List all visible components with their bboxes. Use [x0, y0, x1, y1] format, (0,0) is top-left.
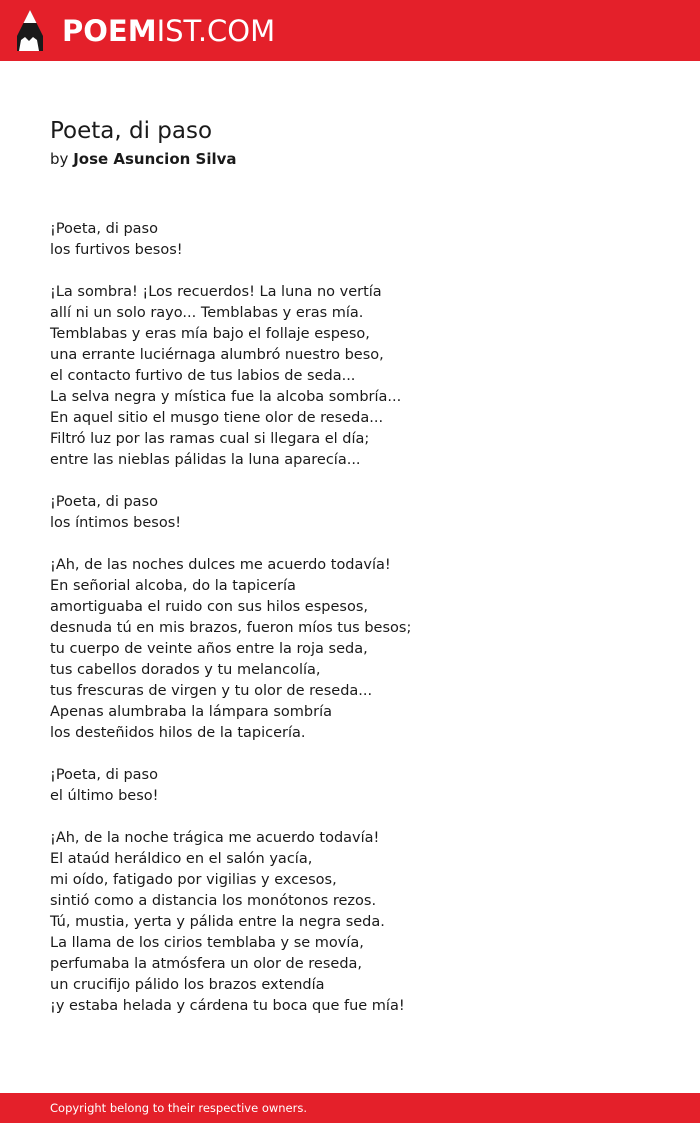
poem-line: desnuda tú en mis brazos, fueron míos tus besos;: [50, 620, 412, 636]
site-logo-text[interactable]: [62, 13, 275, 49]
poem-stanza: [50, 828, 650, 1017]
poem-line: el último beso!: [50, 788, 159, 804]
poem-stanza: [50, 555, 650, 744]
poem-line: mi oído, fatigado por vigilias y excesos,: [50, 872, 337, 888]
pencil-icon[interactable]: [17, 10, 43, 51]
poem-line: ¡Ah, de la noche trágica me acuerdo todavía!: [50, 830, 380, 846]
poem-line: el contacto furtivo de tus labios de seda...: [50, 368, 356, 384]
by-label: by: [50, 150, 69, 168]
poem-line: ¡Ah, de las noches dulces me acuerdo todavía!: [50, 557, 391, 573]
poem-line: ¡y estaba helada y cárdena tu boca que fue mía!: [50, 998, 405, 1014]
poem-line: Tú, mustia, yerta y pálida entre la negra seda.: [50, 914, 385, 930]
poem-line: tu cuerpo de veinte años entre la roja seda,: [50, 641, 368, 657]
poem-line: perfumaba la atmósfera un olor de reseda,: [50, 956, 363, 972]
poem-line: ¡Poeta, di paso: [50, 494, 158, 510]
poem-title: Poeta, di paso: [50, 118, 213, 144]
byline: [50, 148, 237, 170]
poem-line: los desteñidos hilos de la tapicería.: [50, 725, 306, 741]
poem-body: [50, 219, 650, 1038]
site-header: [0, 0, 700, 61]
poem-stanza: [50, 219, 650, 261]
poem-line: sintió como a distancia los monótonos rezos.: [50, 893, 377, 909]
author-name: Jose Asuncion Silva: [73, 150, 237, 168]
poem-line: allí ni un solo rayo... Temblabas y eras mía.: [50, 305, 364, 321]
poem-stanza: [50, 492, 650, 534]
poem-line: los íntimos besos!: [50, 515, 182, 531]
poem-line: Apenas alumbraba la lámpara sombría: [50, 704, 332, 720]
poem-line: amortiguaba el ruido con sus hilos espesos,: [50, 599, 368, 615]
poem-line: En aquel sitio el musgo tiene olor de reseda...: [50, 410, 384, 426]
poem-line: tus cabellos dorados y tu melancolía,: [50, 662, 321, 678]
poem-line: entre las nieblas pálidas la luna aparecía...: [50, 452, 361, 468]
brand-bold: POEM: [62, 14, 157, 48]
brand-light: IST.COM: [156, 14, 276, 48]
poem-line: los furtivos besos!: [50, 242, 183, 258]
poem-line: Temblabas y eras mía bajo el follaje espeso,: [50, 326, 370, 342]
site-footer: [0, 1093, 700, 1123]
poem-line: ¡La sombra! ¡Los recuerdos! La luna no vertía: [50, 284, 382, 300]
poem-stanza: [50, 282, 650, 471]
poem-line: ¡Poeta, di paso: [50, 221, 158, 237]
poem-line: Filtró luz por las ramas cual si llegara el día;: [50, 431, 370, 447]
poem-line: El ataúd heráldico en el salón yacía,: [50, 851, 313, 867]
copyright-text: Copyright belong to their respective owners.: [50, 1101, 308, 1115]
poem-line: ¡Poeta, di paso: [50, 767, 158, 783]
poem-stanza: [50, 765, 650, 807]
poem-line: En señorial alcoba, do la tapicería: [50, 578, 296, 594]
poem-line: tus frescuras de virgen y tu olor de reseda...: [50, 683, 373, 699]
poem-line: La selva negra y mística fue la alcoba sombría...: [50, 389, 402, 405]
poem-line: La llama de los cirios temblaba y se movía,: [50, 935, 364, 951]
poem-line: un crucifijo pálido los brazos extendía: [50, 977, 325, 993]
poem-line: una errante luciérnaga alumbró nuestro beso,: [50, 347, 384, 363]
